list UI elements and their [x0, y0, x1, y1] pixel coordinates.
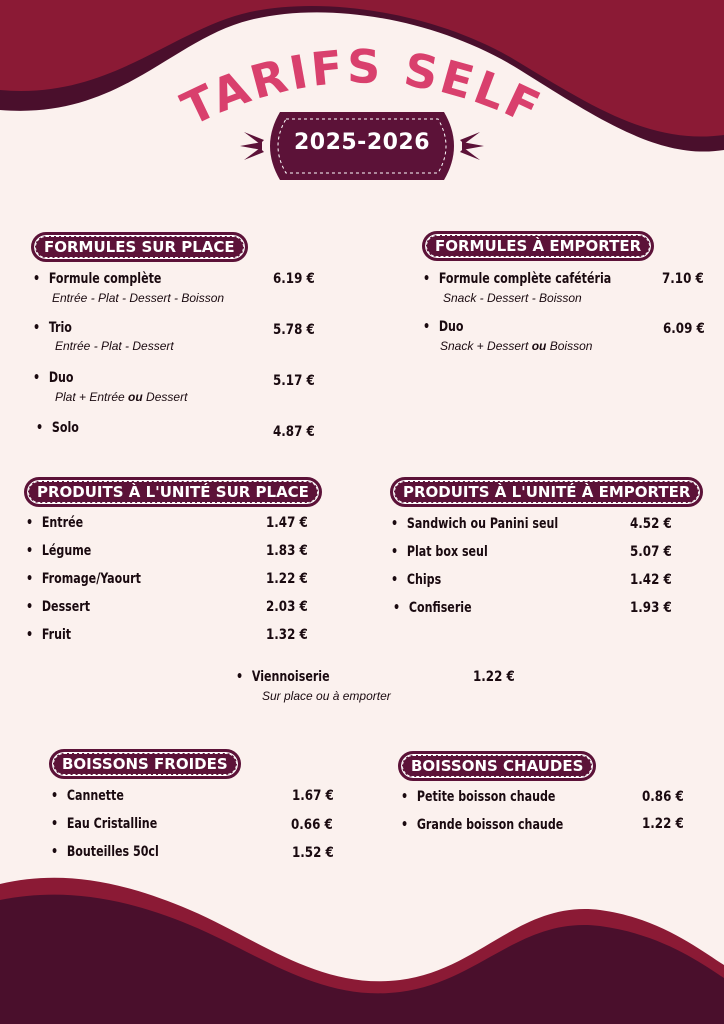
list-item: • Formule complète — [33, 271, 162, 287]
item-price: 1.32 € — [266, 627, 308, 643]
item-price: 4.52 € — [630, 516, 672, 532]
list-item: • Trio — [33, 320, 72, 336]
item-price: 1.47 € — [266, 515, 308, 531]
heading-formules-sur-place: FORMULES SUR PLACE — [31, 232, 248, 262]
item-description: Entrée - Plat - Dessert — [55, 339, 174, 353]
item-name: Grande boisson chaude — [416, 817, 564, 833]
item-name: Confiserie — [408, 600, 472, 616]
item-price: 4.87 € — [273, 424, 315, 440]
item-name: Duo — [438, 319, 464, 335]
item-price: 1.67 € — [292, 788, 334, 804]
heading-formules-emporter: FORMULES À EMPORTER — [422, 231, 654, 261]
item-description: Plat + Entrée ou Dessert — [55, 390, 188, 404]
list-item: • Eau Cristalline — [51, 816, 158, 832]
item-description: Entrée - Plat - Dessert - Boisson — [52, 291, 225, 305]
list-item: • Fromage/Yaourt — [26, 571, 141, 587]
item-price: 6.09 € — [663, 321, 705, 337]
list-item: • Confiserie — [393, 600, 472, 616]
list-item: • Viennoiserie — [236, 669, 330, 685]
heading-boissons-chaudes: BOISSONS CHAUDES — [398, 751, 596, 781]
list-item: • Entrée — [26, 515, 84, 531]
list-item: • Dessert — [26, 599, 91, 615]
item-price: 0.66 € — [291, 817, 333, 833]
item-price: 5.17 € — [273, 373, 315, 389]
item-price: 1.42 € — [630, 572, 672, 588]
item-price: 1.83 € — [266, 543, 308, 559]
item-name: Solo — [51, 420, 79, 436]
item-name: Plat box seul — [406, 544, 488, 560]
list-item: • Duo — [423, 319, 464, 335]
item-description: Snack - Dessert - Boisson — [443, 291, 582, 305]
item-price: 5.07 € — [630, 544, 672, 560]
heading-unite-sur-place: PRODUITS À L'UNITÉ SUR PLACE — [24, 477, 322, 507]
item-price: 1.22 € — [642, 816, 684, 832]
item-price: 6.19 € — [273, 271, 315, 287]
list-item: • Petite boisson chaude — [401, 789, 556, 805]
item-name: Formule complète — [48, 271, 162, 287]
item-price: 1.22 € — [473, 669, 515, 685]
heading-boissons-froides: BOISSONS FROIDES — [49, 749, 241, 779]
item-name: Sandwich ou Panini seul — [406, 516, 559, 532]
list-item: • Plat box seul — [391, 544, 488, 560]
item-price: 2.03 € — [266, 599, 308, 615]
heading-unite-emporter: PRODUITS À L'UNITÉ À EMPORTER — [390, 477, 703, 507]
list-item: • Sandwich ou Panini seul — [391, 516, 559, 532]
item-name: Eau Cristalline — [66, 816, 158, 832]
item-price: 1.22 € — [266, 571, 308, 587]
item-description: Sur place ou à emporter — [262, 689, 391, 703]
svg-text:TARIFS SELF: TARIFS SELF — [173, 39, 551, 130]
list-item: • Solo — [36, 420, 79, 436]
list-item: • Chips — [391, 572, 442, 588]
list-item: • Fruit — [26, 627, 72, 643]
item-description: Snack + Dessert ou Boisson — [440, 339, 593, 353]
item-price: 7.10 € — [662, 271, 704, 287]
item-name: Formule complète cafétéria — [438, 271, 612, 287]
list-item: • Cannette — [51, 788, 124, 804]
item-name: Duo — [48, 370, 74, 386]
item-name: Dessert — [41, 599, 91, 615]
item-name: Bouteilles 50cl — [66, 844, 159, 860]
item-name: Chips — [406, 572, 442, 588]
item-name: Entrée — [41, 515, 84, 531]
item-name: Fruit — [41, 627, 72, 643]
item-price: 1.52 € — [292, 845, 334, 861]
item-name: Viennoiserie — [251, 669, 330, 685]
list-item: • Grande boisson chaude — [401, 817, 564, 833]
item-price: 5.78 € — [273, 322, 315, 338]
item-name: Cannette — [66, 788, 124, 804]
item-price: 1.93 € — [630, 600, 672, 616]
item-name: Trio — [48, 320, 72, 336]
item-price: 0.86 € — [642, 789, 684, 805]
list-item: • Formule complète cafétéria — [423, 271, 612, 287]
list-item: • Duo — [33, 370, 74, 386]
list-item: • Légume — [26, 543, 92, 559]
bottom-wave-decoration — [0, 870, 724, 1024]
year-label: 2025-2026 — [293, 130, 431, 155]
item-name: Légume — [41, 543, 92, 559]
item-name: Fromage/Yaourt — [41, 571, 141, 587]
list-item: • Bouteilles 50cl — [51, 844, 159, 860]
item-name: Petite boisson chaude — [416, 789, 556, 805]
